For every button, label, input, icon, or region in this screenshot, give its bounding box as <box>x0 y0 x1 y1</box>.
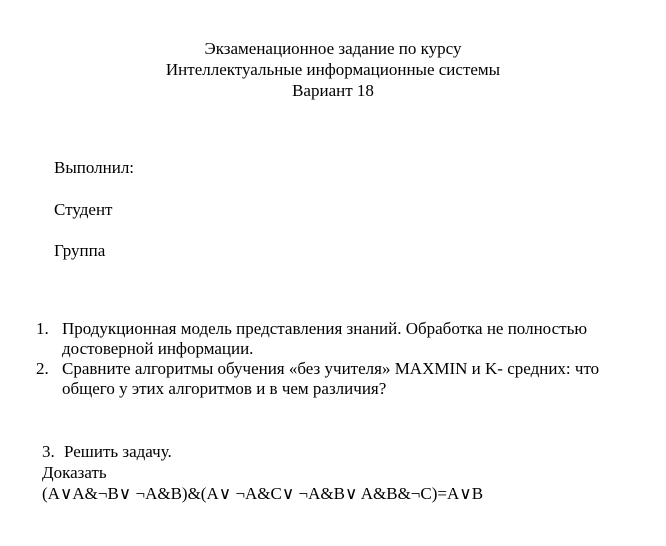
task-number: 3. <box>42 442 55 461</box>
question-item <box>36 319 646 359</box>
formula: (A∨A&¬B∨ ¬A&B)&(A∨ ¬A&C∨ ¬A&B∨ A&B&¬C)=A∨B <box>42 484 484 503</box>
task-heading <box>42 441 483 462</box>
performed-label: Выполнил: <box>54 158 135 177</box>
header-line-variant: Вариант 18 <box>292 81 374 100</box>
question-list <box>36 319 646 399</box>
header-line-course: Экзаменационное задание по курсу <box>204 39 462 58</box>
question-text: Сравните алгоритмы обучения «без учителя» MAXMIN и K- средних: что общего у этих алгоритмов и в чем различия? <box>62 359 600 398</box>
task-block <box>42 441 483 504</box>
question-text: Продукционная модель представления знаний. Обработка не полностью достоверной информации. <box>62 319 588 358</box>
prove-label: Доказать <box>42 463 107 482</box>
question-number: 1. <box>36 319 49 338</box>
group-label: Группа <box>54 241 106 260</box>
question-item <box>36 359 646 399</box>
exam-header <box>0 38 666 101</box>
student-label: Студент <box>54 200 113 219</box>
task-title: Решить задачу. <box>64 442 172 461</box>
header-line-subject: Интеллектуальные информационные системы <box>165 60 501 79</box>
question-number: 2. <box>36 359 49 378</box>
